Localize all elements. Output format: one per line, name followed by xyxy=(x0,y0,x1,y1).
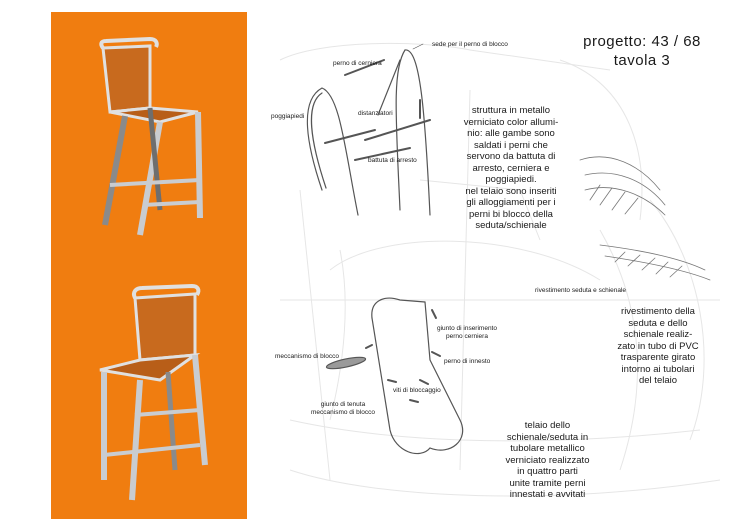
description-covering: rivestimento della seduta e dello schienale realiz- zato in tubo di PVC trasparente girato intorno ai tubolari del telaio xyxy=(617,306,699,386)
label-holding-joint: giunto di tenuta meccanismo di blocco xyxy=(311,401,375,416)
label-spacers: distanziatori xyxy=(358,110,393,117)
label-lock-mechanism: meccanismo di blocco xyxy=(275,353,339,360)
leg-structure-drawing xyxy=(307,44,430,215)
label-hinge-pin: perno di cerniera xyxy=(333,60,382,67)
seat-frame-drawing xyxy=(326,298,463,453)
label-stop-bar: battuta di arresto xyxy=(368,157,417,164)
label-insert-pin: perno di innesto xyxy=(444,358,491,365)
label-seat-covering: rivestimento seduta e schienale xyxy=(535,287,627,294)
label-footrest: poggiapiedi xyxy=(271,113,305,120)
description-frame: telaio dello schienale/seduta in tubolare metallico verniciato realizzato in quattro parti unite tramite perni innestati e avvitati xyxy=(505,420,590,500)
sheet-number: tavola 3 xyxy=(613,52,671,69)
label-seat-pin: sede per il perno di blocco xyxy=(432,41,508,48)
covering-sketches xyxy=(580,157,710,280)
label-insert-joint: giunto di inserimento perno cerniera xyxy=(437,325,497,340)
label-locking-screws: viti di bloccaggio xyxy=(393,387,441,394)
description-structure: struttura in metallo verniciato color allumi- nio: alle gambe sono saldati i perni che servono da battuta di arresto, cerniera e poggiapiedi. nel telaio sono inseriti gli alloggiamenti per i perni bi blocco della seduta/schienale xyxy=(463,105,559,231)
project-number: progetto: 43 / 68 xyxy=(583,33,701,50)
